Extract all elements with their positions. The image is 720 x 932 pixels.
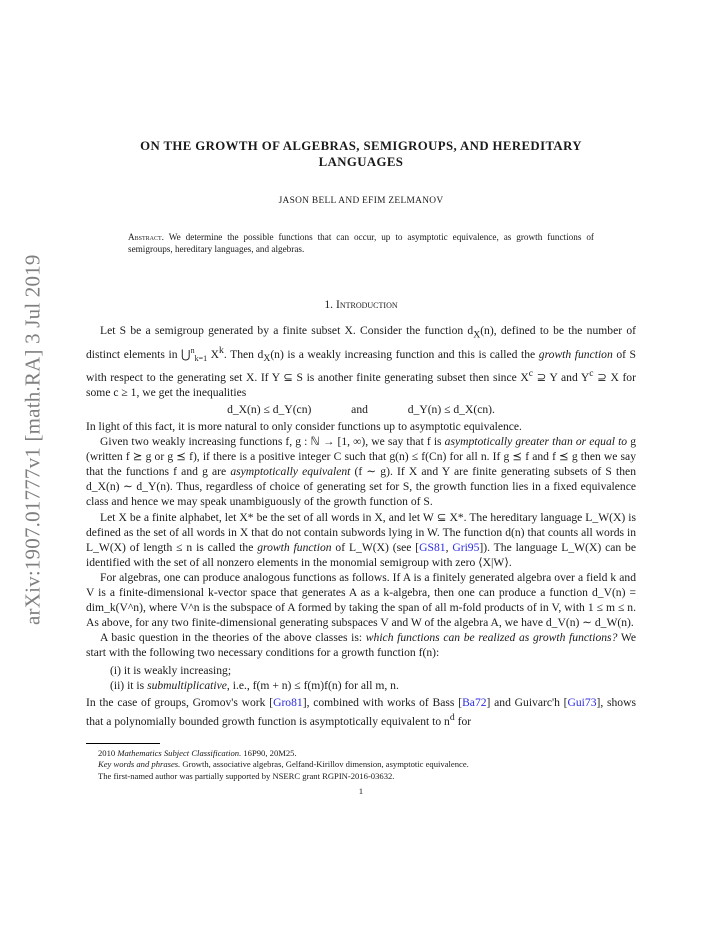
display-left: d_X(n) ≤ d_Y(cn) [227,402,312,416]
paper-page [86,138,636,799]
citation-gri95[interactable]: Gri95 [452,540,480,554]
arxiv-stamp: arXiv:1907.01777v1 [math.RA] 3 Jul 2019 [20,254,45,626]
citation-ba72[interactable]: Ba72 [462,695,487,709]
paragraph-2: In light of this fact, it is more natural to only consider functions up to asymptotic equivalence. [86,420,522,433]
paper-authors: JASON BELL AND EFIM ZELMANOV [278,196,444,206]
footnote-keywords: Key words and phrases. Growth, associative algebras, Gelfand-Kirillov dimension, asymptotic equivalence. [98,759,469,770]
abstract-label: Abstract. [128,232,164,243]
paragraph-3: Given two weakly increasing functions f, g : ℕ → [1, ∞), we say that f is asymptotically greater than or equal to g (written f ⪰ g or g ⪯ f), if there is a positive integer C such that g(n) ≤ f(Cn) for all n. If g ⪯ f and f ⪯ g then we say that the functions f and g are asymptotically equivalent (f ∼ g). If X and Y are finite generating subsets of S then d_X(n) ∼ d_Y(n). Thus, regardless of choice of generating set for S, the growth function lies in a fixed equivalence class and hence we may speak unambiguously of the growth function of S. [86,435,636,509]
paragraph-7: In the case of groups, Gromov's work [Gro81], combined with works of Bass [Ba72] and Guivarc'h [Gui73], shows that a polynomially bounded growth function is asymptotically equivalent to $n^d$ for [86,695,636,728]
citation-gro81[interactable]: Gro81 [273,695,303,709]
paragraph-1: Let S be a semigroup generated by a finite subset X. Consider the function $d_X(n)$, defined to be the number of distinct elements in ⋃$^n_{k=1}$ $X^k$. Then $d_X(n)$ is a weakly increasing function and this is called the growth function of S with respect to the generating set X. If Y ⊆ S is another finite generating subset then since $X^c$ ⊇ Y and $Y^c$ ⊇ X for some c ≥ 1, we get the inequalities [86,324,637,399]
abstract [128,231,594,255]
section-number: 1. [324,298,334,312]
display-inequalities [86,402,636,417]
footnote-msc: 2010 Mathematics Subject Classification. 16P90, 20M25. [98,747,297,758]
citation-gs81[interactable]: GS81 [419,540,446,554]
footnote-support: The first-named author was partially supported by NSERC grant RGPIN-2016-03632. [98,770,395,781]
paragraph-5: For algebras, one can produce analogous functions as follows. If A is a finitely generated algebra over a field k and V is a finite-dimensional k-vector space that generates A as a k-algebra, then one can produce a function d_V(n) = dim_k(V^n), where V^n is the subspace of A formed by taking the span of all m-fold products of in V, with 1 ≤ m ≤ n. As above, for any two finite-dimensional generating subspaces V and W of the algebra A, we have d_V(n) ∼ d_W(n). [86,570,636,630]
section-heading [86,297,636,312]
abstract-text: We determine the possible functions that can occur, up to asymptotic equivalence, as growth functions of semigroups, hereditary languages, and algebras. [128,232,594,255]
page-number: 1 [358,785,364,796]
condition-item: (ii) it is submultiplicative, i.e., f(m + n) ≤ f(m)f(n) for all m, n. [110,678,399,692]
citation-gui73[interactable]: Gui73 [567,695,597,709]
display-right: d_Y(n) ≤ d_X(cn). [407,402,495,416]
paragraph-6: A basic question in the theories of the above classes is: which functions can be realized as growth functions? We start with the following two necessary conditions for a growth function f(n): [86,631,636,660]
footnote-rule [86,743,160,744]
paragraph-4: Let X be a finite alphabet, let X* be the set of all words in X, and let W ⊆ X*. The hereditary language L_W(X) is defined as the set of all words in X that do not contain subwords lying in W. The function d(n) that counts all words in L_W(X) of length ≤ n is called the growth function of L_W(X) (see [GS81, Gri95]). The language L_W(X) can be identified with the set of all nonzero elements in the monomial semigroup with zero ⟨X|W⟩. [86,510,636,569]
display-and: and [351,402,368,416]
paper-title: ON THE GROWTH OF ALGEBRAS, SEMIGROUPS, AND HEREDITARY LANGUAGES [140,139,582,169]
conditions-list [110,663,636,693]
section-title: Introduction [335,298,398,312]
condition-item: (i) it is weakly increasing; [110,663,232,677]
